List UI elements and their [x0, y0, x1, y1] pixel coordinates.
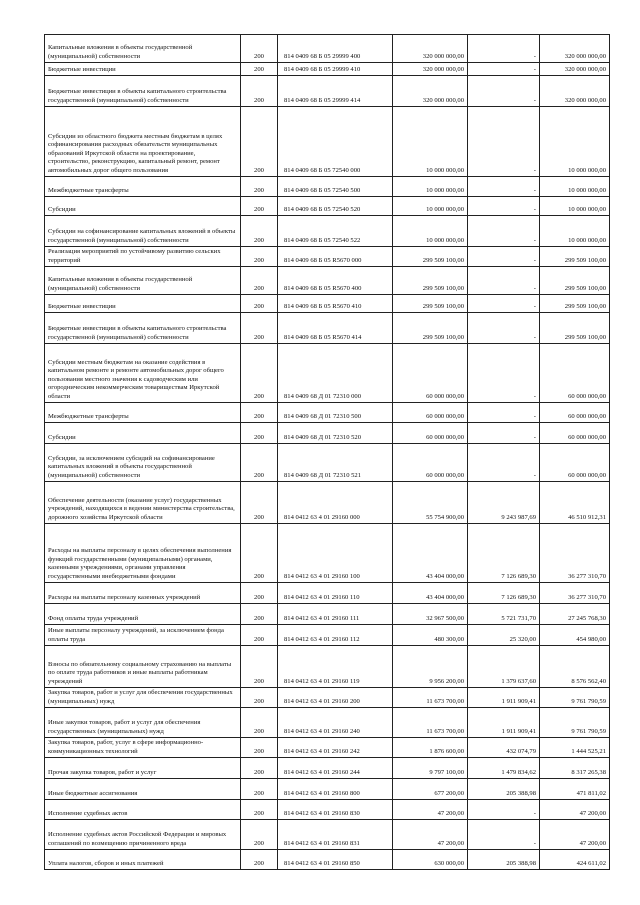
row-code-cell: 200 — [241, 313, 278, 344]
row-kbk-cell: 814 0412 63 4 01 29160 831 — [278, 820, 393, 850]
row-executed-cell: - — [468, 177, 540, 197]
row-planned-cell: 43 404 000,00 — [393, 583, 468, 604]
row-kbk-cell: 814 0412 63 4 01 29160 850 — [278, 850, 393, 870]
row-kbk-cell: 814 0409 68 Б 05 72540 500 — [278, 177, 393, 197]
table-row — [45, 197, 610, 216]
row-code-cell: 200 — [241, 625, 278, 646]
row-planned-cell: 10 000 000,00 — [393, 177, 468, 197]
row-planned-cell: 480 300,00 — [393, 625, 468, 646]
row-kbk-cell: 814 0409 68 Б 05 R5670 414 — [278, 313, 393, 344]
table-row — [45, 216, 610, 247]
row-remaining-cell: 299 509 100,00 — [540, 295, 610, 313]
row-remaining-cell: 471 811,02 — [540, 779, 610, 800]
row-code-cell: 200 — [241, 344, 278, 403]
table-body — [45, 35, 610, 870]
row-name-cell: Исполнение судебных актов Российской Федерации и мировых соглашений по возмещению причиненного вреда — [45, 820, 241, 850]
row-executed-cell: - — [468, 35, 540, 63]
row-remaining-cell: 454 980,00 — [540, 625, 610, 646]
table-row — [45, 688, 610, 708]
row-name-cell: Бюджетные инвестиции в объекты капитального строительства государственной (муниципальной) собственности — [45, 313, 241, 344]
row-remaining-cell: 27 245 768,30 — [540, 604, 610, 625]
table-row — [45, 738, 610, 758]
row-planned-cell: 47 200,00 — [393, 800, 468, 820]
row-kbk-cell: 814 0412 63 4 01 29160 112 — [278, 625, 393, 646]
row-code-cell: 200 — [241, 35, 278, 63]
row-code-cell: 200 — [241, 850, 278, 870]
row-executed-cell: - — [468, 216, 540, 247]
table-row — [45, 295, 610, 313]
table-row — [45, 403, 610, 423]
row-kbk-cell: 814 0412 63 4 01 29160 800 — [278, 779, 393, 800]
row-remaining-cell: 36 277 310,70 — [540, 583, 610, 604]
row-remaining-cell: 60 000 000,00 — [540, 423, 610, 444]
row-kbk-cell: 814 0409 68 Д 01 72310 521 — [278, 444, 393, 482]
table-row — [45, 646, 610, 688]
row-code-cell: 200 — [241, 423, 278, 444]
row-name-cell: Закупка товаров, работ, услуг в сфере информационно-коммуникационных технологий — [45, 738, 241, 758]
row-kbk-cell: 814 0412 63 4 01 29160 830 — [278, 800, 393, 820]
table-row — [45, 423, 610, 444]
row-remaining-cell: 10 000 000,00 — [540, 177, 610, 197]
budget-execution-table — [44, 34, 610, 870]
row-executed-cell: 1 911 909,41 — [468, 688, 540, 708]
row-executed-cell: 1 911 909,41 — [468, 708, 540, 738]
row-code-cell: 200 — [241, 177, 278, 197]
row-executed-cell: 25 320,00 — [468, 625, 540, 646]
row-code-cell: 200 — [241, 63, 278, 76]
row-remaining-cell: 46 510 912,31 — [540, 482, 610, 524]
row-name-cell: Закупка товаров, работ и услуг для обеспечения государственных (муниципальных) нужд — [45, 688, 241, 708]
row-kbk-cell: 814 0409 68 Б 05 72540 522 — [278, 216, 393, 247]
row-planned-cell: 9 956 200,00 — [393, 646, 468, 688]
row-executed-cell: - — [468, 76, 540, 107]
row-kbk-cell: 814 0412 63 4 01 29160 242 — [278, 738, 393, 758]
table-row — [45, 35, 610, 63]
table-row — [45, 779, 610, 800]
row-remaining-cell: 10 000 000,00 — [540, 197, 610, 216]
table-row — [45, 107, 610, 177]
row-planned-cell: 60 000 000,00 — [393, 403, 468, 423]
row-executed-cell: 1 379 637,60 — [468, 646, 540, 688]
table-row — [45, 800, 610, 820]
row-planned-cell: 677 200,00 — [393, 779, 468, 800]
row-kbk-cell: 814 0409 68 Д 01 72310 000 — [278, 344, 393, 403]
row-code-cell: 200 — [241, 708, 278, 738]
row-kbk-cell: 814 0409 68 Д 01 72310 520 — [278, 423, 393, 444]
row-kbk-cell: 814 0412 63 4 01 29160 000 — [278, 482, 393, 524]
row-name-cell: Межбюджетные трансферты — [45, 403, 241, 423]
table-row — [45, 344, 610, 403]
row-executed-cell: 205 388,98 — [468, 850, 540, 870]
row-kbk-cell: 814 0412 63 4 01 29160 111 — [278, 604, 393, 625]
row-remaining-cell: 60 000 000,00 — [540, 403, 610, 423]
row-executed-cell: - — [468, 247, 540, 267]
row-code-cell: 200 — [241, 444, 278, 482]
row-code-cell: 200 — [241, 197, 278, 216]
row-name-cell: Бюджетные инвестиции в объекты капитального строительства государственной (муниципальной) собственности — [45, 76, 241, 107]
row-name-cell: Обеспечение деятельности (оказание услуг) государственных учреждений, находящихся в ведении министерства строительства, дорожного хозяйства Иркутской области — [45, 482, 241, 524]
table-row — [45, 63, 610, 76]
row-remaining-cell: 47 200,00 — [540, 800, 610, 820]
row-planned-cell: 60 000 000,00 — [393, 444, 468, 482]
row-executed-cell: - — [468, 423, 540, 444]
row-executed-cell: 7 126 689,30 — [468, 583, 540, 604]
row-name-cell: Уплата налогов, сборов и иных платежей — [45, 850, 241, 870]
row-code-cell: 200 — [241, 604, 278, 625]
row-planned-cell: 55 754 900,00 — [393, 482, 468, 524]
row-code-cell: 200 — [241, 403, 278, 423]
row-name-cell: Субсидии на софинансирование капитальных вложений в объекты государственной (муниципальной) собственности — [45, 216, 241, 247]
row-code-cell: 200 — [241, 779, 278, 800]
row-planned-cell: 47 200,00 — [393, 820, 468, 850]
row-code-cell: 200 — [241, 524, 278, 583]
row-planned-cell: 10 000 000,00 — [393, 107, 468, 177]
row-kbk-cell: 814 0409 68 Д 01 72310 500 — [278, 403, 393, 423]
row-planned-cell: 299 509 100,00 — [393, 295, 468, 313]
row-name-cell: Капитальные вложения в объекты государственной (муниципальной) собственности — [45, 267, 241, 295]
row-planned-cell: 10 000 000,00 — [393, 216, 468, 247]
row-planned-cell: 32 967 500,00 — [393, 604, 468, 625]
row-name-cell: Расходы на выплаты персоналу казенных учреждений — [45, 583, 241, 604]
row-executed-cell: 432 074,79 — [468, 738, 540, 758]
row-planned-cell: 11 673 700,00 — [393, 688, 468, 708]
row-name-cell: Иные выплаты персоналу учреждений, за исключением фонда оплаты труда — [45, 625, 241, 646]
row-code-cell: 200 — [241, 646, 278, 688]
row-planned-cell: 43 404 000,00 — [393, 524, 468, 583]
row-planned-cell: 9 797 100,00 — [393, 758, 468, 779]
row-executed-cell: - — [468, 197, 540, 216]
table-row — [45, 444, 610, 482]
row-executed-cell: 9 243 987,69 — [468, 482, 540, 524]
row-name-cell: Межбюджетные трансферты — [45, 177, 241, 197]
row-kbk-cell: 814 0412 63 4 01 29160 100 — [278, 524, 393, 583]
row-remaining-cell: 1 444 525,21 — [540, 738, 610, 758]
row-planned-cell: 60 000 000,00 — [393, 344, 468, 403]
row-code-cell: 200 — [241, 758, 278, 779]
row-remaining-cell: 320 000 000,00 — [540, 76, 610, 107]
row-name-cell: Субсидии, за исключением субсидий на софинансирование капитальных вложений в объекты государственной (муниципальной) собственности — [45, 444, 241, 482]
row-name-cell: Иные закупки товаров, работ и услуг для обеспечения государственных (муниципальных) нужд — [45, 708, 241, 738]
row-executed-cell: - — [468, 344, 540, 403]
row-name-cell: Реализация мероприятий по устойчивому развитию сельских территорий — [45, 247, 241, 267]
row-code-cell: 200 — [241, 247, 278, 267]
row-executed-cell: 5 721 731,70 — [468, 604, 540, 625]
table-row — [45, 313, 610, 344]
row-planned-cell: 299 509 100,00 — [393, 313, 468, 344]
table-row — [45, 76, 610, 107]
row-planned-cell: 299 509 100,00 — [393, 247, 468, 267]
table-row — [45, 604, 610, 625]
row-remaining-cell: 10 000 000,00 — [540, 216, 610, 247]
row-name-cell: Субсидии местным бюджетам на оказание содействия в капитальном ремонте и ремонте автомобильных дорог общего пользования местного значения к садоводческим или огородническим некоммерческим товариществам Иркутской области — [45, 344, 241, 403]
row-kbk-cell: 814 0412 63 4 01 29160 110 — [278, 583, 393, 604]
table-row — [45, 482, 610, 524]
table-row — [45, 850, 610, 870]
row-remaining-cell: 299 509 100,00 — [540, 313, 610, 344]
row-executed-cell: - — [468, 313, 540, 344]
row-executed-cell: - — [468, 63, 540, 76]
row-remaining-cell: 9 761 790,59 — [540, 708, 610, 738]
row-planned-cell: 320 000 000,00 — [393, 76, 468, 107]
row-name-cell: Фонд оплаты труда учреждений — [45, 604, 241, 625]
row-name-cell: Субсидии из областного бюджета местным бюджетам в целях софинансирования расходных обязательств муниципальных образований Иркутской области на проектирование, строительство, реконструкцию, капитальный ремонт, ремонт автомобильных дорог общего пользования — [45, 107, 241, 177]
row-planned-cell: 320 000 000,00 — [393, 35, 468, 63]
row-remaining-cell: 36 277 310,70 — [540, 524, 610, 583]
row-planned-cell: 1 876 600,00 — [393, 738, 468, 758]
row-remaining-cell: 320 000 000,00 — [540, 63, 610, 76]
table-row — [45, 583, 610, 604]
row-kbk-cell: 814 0409 68 Б 05 R5670 400 — [278, 267, 393, 295]
row-code-cell: 200 — [241, 688, 278, 708]
row-executed-cell: 7 126 689,30 — [468, 524, 540, 583]
row-planned-cell: 320 000 000,00 — [393, 63, 468, 76]
row-kbk-cell: 814 0409 68 Б 05 29999 400 — [278, 35, 393, 63]
table-row — [45, 177, 610, 197]
row-code-cell: 200 — [241, 295, 278, 313]
row-name-cell: Взносы по обязательному социальному страхованию на выплаты по оплате труда работников и иные выплаты работникам учреждений — [45, 646, 241, 688]
row-remaining-cell: 47 200,00 — [540, 820, 610, 850]
row-name-cell: Субсидии — [45, 423, 241, 444]
row-executed-cell: - — [468, 403, 540, 423]
row-kbk-cell: 814 0409 68 Б 05 72540 520 — [278, 197, 393, 216]
row-executed-cell: - — [468, 295, 540, 313]
row-remaining-cell: 424 611,02 — [540, 850, 610, 870]
row-name-cell: Иные бюджетные ассигнования — [45, 779, 241, 800]
table-row — [45, 708, 610, 738]
row-code-cell: 200 — [241, 820, 278, 850]
row-executed-cell: 205 388,98 — [468, 779, 540, 800]
row-code-cell: 200 — [241, 76, 278, 107]
table-row — [45, 758, 610, 779]
row-kbk-cell: 814 0412 63 4 01 29160 119 — [278, 646, 393, 688]
row-name-cell: Капитальные вложения в объекты государственной (муниципальной) собственности — [45, 35, 241, 63]
row-planned-cell: 60 000 000,00 — [393, 423, 468, 444]
row-kbk-cell: 814 0412 63 4 01 29160 244 — [278, 758, 393, 779]
row-remaining-cell: 299 509 100,00 — [540, 267, 610, 295]
table-row — [45, 625, 610, 646]
row-name-cell: Бюджетные инвестиции — [45, 295, 241, 313]
row-remaining-cell: 60 000 000,00 — [540, 344, 610, 403]
row-name-cell: Исполнение судебных актов — [45, 800, 241, 820]
row-code-cell: 200 — [241, 738, 278, 758]
row-executed-cell: - — [468, 820, 540, 850]
row-code-cell: 200 — [241, 583, 278, 604]
row-planned-cell: 630 000,00 — [393, 850, 468, 870]
table-row — [45, 524, 610, 583]
row-name-cell: Прочая закупка товаров, работ и услуг — [45, 758, 241, 779]
row-remaining-cell: 10 000 000,00 — [540, 107, 610, 177]
row-executed-cell: - — [468, 800, 540, 820]
row-remaining-cell: 299 509 100,00 — [540, 247, 610, 267]
row-executed-cell: - — [468, 267, 540, 295]
row-kbk-cell: 814 0409 68 Б 05 72540 000 — [278, 107, 393, 177]
row-code-cell: 200 — [241, 216, 278, 247]
row-remaining-cell: 60 000 000,00 — [540, 444, 610, 482]
row-planned-cell: 11 673 700,00 — [393, 708, 468, 738]
row-kbk-cell: 814 0409 68 Б 05 R5670 000 — [278, 247, 393, 267]
row-planned-cell: 10 000 000,00 — [393, 197, 468, 216]
row-kbk-cell: 814 0412 63 4 01 29160 200 — [278, 688, 393, 708]
row-executed-cell: 1 479 834,62 — [468, 758, 540, 779]
row-name-cell: Расходы на выплаты персоналу в целях обеспечения выполнения функций государственными (муниципальными) органами, казенными учреждениями, органами управления государственными внебюджетными фондами — [45, 524, 241, 583]
row-code-cell: 200 — [241, 800, 278, 820]
row-kbk-cell: 814 0412 63 4 01 29160 240 — [278, 708, 393, 738]
row-executed-cell: - — [468, 444, 540, 482]
row-remaining-cell: 8 576 562,40 — [540, 646, 610, 688]
row-kbk-cell: 814 0409 68 Б 05 29999 410 — [278, 63, 393, 76]
row-planned-cell: 299 509 100,00 — [393, 267, 468, 295]
row-executed-cell: - — [468, 107, 540, 177]
row-name-cell: Субсидии — [45, 197, 241, 216]
row-remaining-cell: 320 000 000,00 — [540, 35, 610, 63]
table-row — [45, 820, 610, 850]
row-code-cell: 200 — [241, 482, 278, 524]
row-name-cell: Бюджетные инвестиции — [45, 63, 241, 76]
row-kbk-cell: 814 0409 68 Б 05 R5670 410 — [278, 295, 393, 313]
row-kbk-cell: 814 0409 68 Б 05 29999 414 — [278, 76, 393, 107]
row-code-cell: 200 — [241, 107, 278, 177]
row-remaining-cell: 8 317 265,38 — [540, 758, 610, 779]
row-code-cell: 200 — [241, 267, 278, 295]
table-row — [45, 247, 610, 267]
row-remaining-cell: 9 761 790,59 — [540, 688, 610, 708]
table-row — [45, 267, 610, 295]
